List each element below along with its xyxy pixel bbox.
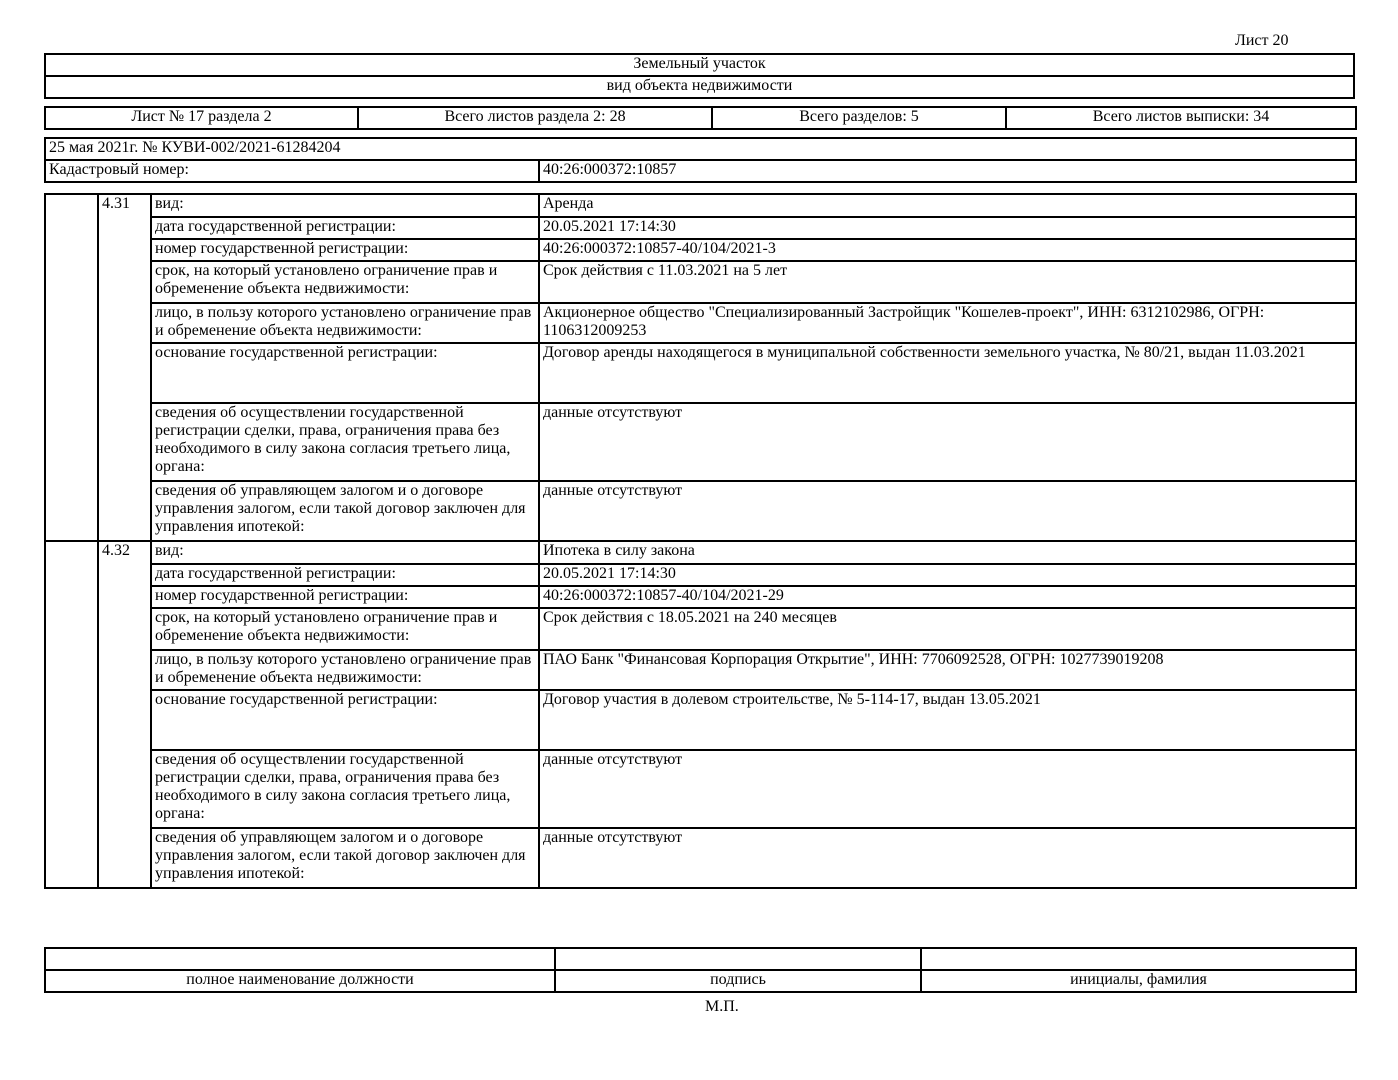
sheet-info-table <box>44 106 1357 130</box>
object-type: Земельный участок <box>45 54 1354 76</box>
row-label: лицо, в пользу которого установлено ограничение прав и обременение объекта недвижимости: <box>151 303 539 343</box>
table-row <box>45 750 1356 828</box>
cadastral-label: Кадастровый номер: <box>45 160 539 182</box>
encumbrance-table <box>44 193 1357 889</box>
row-value: ПАО Банк "Финансовая Корпорация Открытие", ИНН: 7706092528, ОГРН: 1027739019208 <box>539 650 1356 690</box>
row-label: вид: <box>151 194 539 217</box>
sheet-number: Лист № 17 раздела 2 <box>45 107 358 129</box>
table-row <box>45 541 1356 564</box>
table-row <box>45 343 1356 403</box>
sign-caption: подпись <box>555 970 921 992</box>
row-label: основание государственной регистрации: <box>151 343 539 403</box>
doc-info-table <box>44 137 1357 183</box>
table-row <box>45 690 1356 750</box>
object-type-caption: вид объекта недвижимости <box>45 76 1354 98</box>
row-value: 40:26:000372:10857-40/104/2021-3 <box>539 239 1356 261</box>
header-table <box>44 53 1355 99</box>
row-label: дата государственной регистрации: <box>151 564 539 586</box>
row-value: данные отсутствуют <box>539 403 1356 481</box>
table-row <box>45 650 1356 690</box>
row-value: 20.05.2021 17:14:30 <box>539 564 1356 586</box>
row-value: Договор участия в долевом строительстве, № 5-114-17, выдан 13.05.2021 <box>539 690 1356 750</box>
row-label: дата государственной регистрации: <box>151 217 539 239</box>
table-row <box>45 564 1356 586</box>
blank-cell <box>45 541 98 888</box>
table-row <box>45 828 1356 888</box>
cadastral-value: 40:26:000372:10857 <box>539 160 1356 182</box>
blank-cell <box>45 194 98 541</box>
row-label: срок, на который установлено ограничение прав и обременение объекта недвижимости: <box>151 261 539 303</box>
signature-table <box>44 947 1357 993</box>
table-row <box>45 217 1356 239</box>
sign-field <box>555 948 921 970</box>
row-value: Аренда <box>539 194 1356 217</box>
table-row <box>45 194 1356 217</box>
date-number: 25 мая 2021г. № КУВИ-002/2021-61284204 <box>45 138 1356 160</box>
record-number: 4.32 <box>98 541 151 888</box>
page-label: Лист 20 <box>1235 32 1289 49</box>
row-label: сведения об осуществлении государственной регистрации сделки, права, ограничения права без необходимого в силу закона согласия третьего лица, органа: <box>151 403 539 481</box>
row-value: Срок действия с 18.05.2021 на 240 месяцев <box>539 608 1356 650</box>
row-label: вид: <box>151 541 539 564</box>
table-row <box>45 239 1356 261</box>
row-value: Срок действия с 11.03.2021 на 5 лет <box>539 261 1356 303</box>
total-sheets: Всего листов выписки: 34 <box>1006 107 1356 129</box>
table-row <box>45 586 1356 608</box>
row-label: срок, на который установлено ограничение прав и обременение объекта недвижимости: <box>151 608 539 650</box>
stamp-place: М.П. <box>705 998 739 1015</box>
name-caption: инициалы, фамилия <box>921 970 1356 992</box>
row-label: сведения об осуществлении государственной регистрации сделки, права, ограничения права без необходимого в силу закона согласия третьего лица, органа: <box>151 750 539 828</box>
sections-count: Всего разделов: 5 <box>712 107 1006 129</box>
row-label: основание государственной регистрации: <box>151 690 539 750</box>
row-value: Ипотека в силу закона <box>539 541 1356 564</box>
table-row <box>45 303 1356 343</box>
row-value: 20.05.2021 17:14:30 <box>539 217 1356 239</box>
row-label: номер государственной регистрации: <box>151 239 539 261</box>
table-row <box>45 261 1356 303</box>
row-value: Акционерное общество "Специализированный Застройщик "Кошелев-проект", ИНН: 6312102986, ОГРН: 1106312009253 <box>539 303 1356 343</box>
name-field <box>921 948 1356 970</box>
row-value: данные отсутствуют <box>539 481 1356 541</box>
position-field <box>45 948 555 970</box>
row-value: данные отсутствуют <box>539 828 1356 888</box>
row-label: номер государственной регистрации: <box>151 586 539 608</box>
row-label: сведения об управляющем залогом и о договоре управления залогом, если такой договор заключен для управления ипотекой: <box>151 828 539 888</box>
section-sheets: Всего листов раздела 2: 28 <box>358 107 712 129</box>
row-value: данные отсутствуют <box>539 750 1356 828</box>
record-number: 4.31 <box>98 194 151 541</box>
row-value: 40:26:000372:10857-40/104/2021-29 <box>539 586 1356 608</box>
row-label: лицо, в пользу которого установлено ограничение прав и обременение объекта недвижимости: <box>151 650 539 690</box>
table-row <box>45 403 1356 481</box>
table-row <box>45 608 1356 650</box>
position-caption: полное наименование должности <box>45 970 555 992</box>
row-value: Договор аренды находящегося в муниципальной собственности земельного участка, № 80/21, выдан 11.03.2021 <box>539 343 1356 403</box>
row-label: сведения об управляющем залогом и о договоре управления залогом, если такой договор заключен для управления ипотекой: <box>151 481 539 541</box>
table-row <box>45 481 1356 541</box>
